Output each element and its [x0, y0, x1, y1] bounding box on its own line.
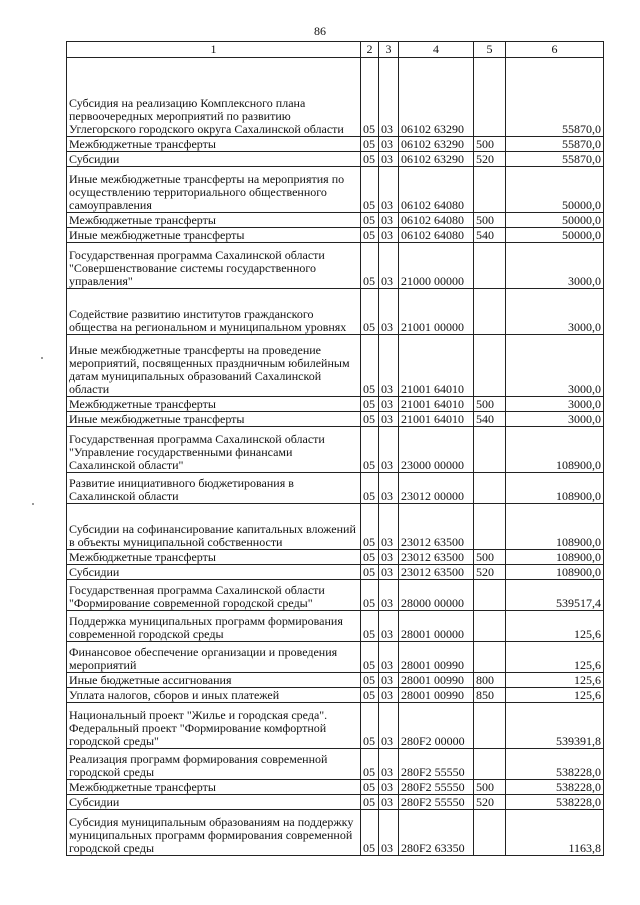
table-row [67, 703, 604, 749]
row-name: Государственная программа Сахалинской области "Формирование современной городской среды" [67, 580, 361, 611]
amount: 538228,0 [506, 749, 604, 780]
subsection-code: 03 [379, 473, 399, 504]
table-row [67, 565, 604, 580]
header-row [67, 42, 604, 58]
subsection-code: 03 [379, 504, 399, 550]
section-code: 05 [361, 58, 379, 137]
table-row [67, 673, 604, 688]
target-article-code: 06102 63290 [399, 152, 474, 167]
target-article-code: 21001 00000 [399, 289, 474, 335]
section-code: 05 [361, 673, 379, 688]
table-row [67, 152, 604, 167]
row-name: Субсидия муниципальным образованиям на поддержку муниципальных программ формирования современной городской среды [67, 810, 361, 856]
scan-speck [32, 503, 34, 505]
section-code: 05 [361, 780, 379, 795]
subsection-code: 03 [379, 412, 399, 427]
section-code: 05 [361, 688, 379, 703]
section-code: 05 [361, 213, 379, 228]
header-cell: 6 [506, 42, 604, 58]
section-code: 05 [361, 642, 379, 673]
table-row [67, 550, 604, 565]
expense-type-code: 500 [474, 397, 506, 412]
target-article-code: 280F2 00000 [399, 703, 474, 749]
subsection-code: 03 [379, 335, 399, 397]
amount: 50000,0 [506, 228, 604, 243]
subsection-code: 03 [379, 397, 399, 412]
expense-type-code: 540 [474, 228, 506, 243]
table-row [67, 688, 604, 703]
table-row [67, 810, 604, 856]
subsection-code: 03 [379, 688, 399, 703]
row-name: Субсидия на реализацию Комплексного плана первоочередных мероприятий по развитию Углегорского городского округа Сахалинской области [67, 58, 361, 137]
section-code: 05 [361, 137, 379, 152]
target-article-code: 28001 00990 [399, 673, 474, 688]
target-article-code: 28001 00990 [399, 642, 474, 673]
row-name: Субсидии [67, 152, 361, 167]
table-row [67, 289, 604, 335]
page-number: 86 [314, 24, 326, 38]
amount: 3000,0 [506, 243, 604, 289]
target-article-code: 21001 64010 [399, 397, 474, 412]
header-cell: 4 [399, 42, 474, 58]
amount: 50000,0 [506, 213, 604, 228]
section-code: 05 [361, 810, 379, 856]
target-article-code: 28001 00990 [399, 688, 474, 703]
expense-type-code: 850 [474, 688, 506, 703]
section-code: 05 [361, 611, 379, 642]
section-code: 05 [361, 243, 379, 289]
section-code: 05 [361, 427, 379, 473]
section-code: 05 [361, 473, 379, 504]
expense-type-code [474, 611, 506, 642]
target-article-code: 21001 64010 [399, 335, 474, 397]
expense-type-code: 500 [474, 213, 506, 228]
expense-type-code: 500 [474, 137, 506, 152]
subsection-code: 03 [379, 243, 399, 289]
expense-type-code [474, 243, 506, 289]
expense-type-code [474, 642, 506, 673]
subsection-code: 03 [379, 427, 399, 473]
header-cell: 5 [474, 42, 506, 58]
section-code: 05 [361, 289, 379, 335]
amount: 1163,8 [506, 810, 604, 856]
subsection-code: 03 [379, 749, 399, 780]
subsection-code: 03 [379, 580, 399, 611]
row-name: Межбюджетные трансферты [67, 137, 361, 152]
amount: 539517,4 [506, 580, 604, 611]
expense-type-code: 520 [474, 152, 506, 167]
target-article-code: 23012 63500 [399, 504, 474, 550]
header-cell: 2 [361, 42, 379, 58]
expense-type-code [474, 58, 506, 137]
amount: 108900,0 [506, 427, 604, 473]
amount: 50000,0 [506, 167, 604, 213]
target-article-code: 21000 00000 [399, 243, 474, 289]
amount: 55870,0 [506, 137, 604, 152]
subsection-code: 03 [379, 228, 399, 243]
row-name: Финансовое обеспечение организации и проведения мероприятий [67, 642, 361, 673]
target-article-code: 280F2 55550 [399, 795, 474, 810]
table-row [67, 137, 604, 152]
section-code: 05 [361, 397, 379, 412]
amount: 3000,0 [506, 412, 604, 427]
section-code: 05 [361, 795, 379, 810]
table-row [67, 642, 604, 673]
target-article-code: 06102 63290 [399, 58, 474, 137]
subsection-code: 03 [379, 673, 399, 688]
table-row [67, 749, 604, 780]
subsection-code: 03 [379, 703, 399, 749]
target-article-code: 23012 63500 [399, 550, 474, 565]
target-article-code: 23012 63500 [399, 565, 474, 580]
subsection-code: 03 [379, 565, 399, 580]
expense-type-code: 500 [474, 780, 506, 795]
target-article-code: 280F2 63350 [399, 810, 474, 856]
row-name: Субсидии на софинансирование капитальных вложений в объекты муниципальной собственности [67, 504, 361, 550]
section-code: 05 [361, 412, 379, 427]
subsection-code: 03 [379, 780, 399, 795]
row-name: Субсидии [67, 795, 361, 810]
expense-type-code: 520 [474, 565, 506, 580]
expense-type-code [474, 335, 506, 397]
target-article-code: 06102 63290 [399, 137, 474, 152]
budget-table [66, 41, 604, 856]
target-article-code: 06102 64080 [399, 213, 474, 228]
table-row [67, 58, 604, 137]
amount: 125,6 [506, 642, 604, 673]
amount: 108900,0 [506, 565, 604, 580]
section-code: 05 [361, 228, 379, 243]
row-name: Иные межбюджетные трансферты на мероприятия по осуществлению территориального общественного самоуправления [67, 167, 361, 213]
subsection-code: 03 [379, 289, 399, 335]
section-code: 05 [361, 335, 379, 397]
row-name: Поддержка муниципальных программ формирования современной городской среды [67, 611, 361, 642]
expense-type-code [474, 473, 506, 504]
expense-type-code [474, 703, 506, 749]
amount: 125,6 [506, 673, 604, 688]
row-name: Уплата налогов, сборов и иных платежей [67, 688, 361, 703]
table-row [67, 167, 604, 213]
row-name: Иные межбюджетные трансферты [67, 412, 361, 427]
amount: 538228,0 [506, 795, 604, 810]
row-name: Развитие инициативного бюджетирования в Сахалинской области [67, 473, 361, 504]
expense-type-code: 540 [474, 412, 506, 427]
target-article-code: 21001 64010 [399, 412, 474, 427]
amount: 3000,0 [506, 397, 604, 412]
amount: 3000,0 [506, 335, 604, 397]
amount: 125,6 [506, 688, 604, 703]
expense-type-code: 800 [474, 673, 506, 688]
expense-type-code [474, 167, 506, 213]
table-row [67, 427, 604, 473]
row-name: Иные межбюджетные трансферты на проведение мероприятий, посвященных праздничным юбилейным датам муниципальных образований Сахалинской области [67, 335, 361, 397]
row-name: Государственная программа Сахалинской области "Совершенствование системы государственного управления" [67, 243, 361, 289]
target-article-code: 28001 00000 [399, 611, 474, 642]
subsection-code: 03 [379, 137, 399, 152]
amount: 108900,0 [506, 550, 604, 565]
row-name: Содействие развитию институтов гражданского общества на региональном и муниципальном уровнях [67, 289, 361, 335]
expense-type-code: 500 [474, 550, 506, 565]
target-article-code: 23012 00000 [399, 473, 474, 504]
row-name: Межбюджетные трансферты [67, 397, 361, 412]
section-code: 05 [361, 152, 379, 167]
subsection-code: 03 [379, 58, 399, 137]
subsection-code: 03 [379, 642, 399, 673]
expense-type-code: 520 [474, 795, 506, 810]
target-article-code: 06102 64080 [399, 167, 474, 213]
table-row [67, 412, 604, 427]
row-name: Межбюджетные трансферты [67, 550, 361, 565]
target-article-code: 280F2 55550 [399, 749, 474, 780]
section-code: 05 [361, 167, 379, 213]
amount: 108900,0 [506, 504, 604, 550]
table-row [67, 795, 604, 810]
table-row [67, 397, 604, 412]
amount: 55870,0 [506, 152, 604, 167]
section-code: 05 [361, 703, 379, 749]
subsection-code: 03 [379, 167, 399, 213]
amount: 108900,0 [506, 473, 604, 504]
scan-speck [41, 357, 43, 359]
expense-type-code [474, 504, 506, 550]
row-name: Государственная программа Сахалинской области "Управление государственными финансами Сахалинской области" [67, 427, 361, 473]
target-article-code: 06102 64080 [399, 228, 474, 243]
subsection-code: 03 [379, 550, 399, 565]
subsection-code: 03 [379, 611, 399, 642]
table-row [67, 335, 604, 397]
amount: 55870,0 [506, 58, 604, 137]
amount: 3000,0 [506, 289, 604, 335]
expense-type-code [474, 810, 506, 856]
subsection-code: 03 [379, 795, 399, 810]
header-cell: 3 [379, 42, 399, 58]
target-article-code: 23000 00000 [399, 427, 474, 473]
table-row [67, 228, 604, 243]
subsection-code: 03 [379, 810, 399, 856]
expense-type-code [474, 749, 506, 780]
row-name: Субсидии [67, 565, 361, 580]
subsection-code: 03 [379, 213, 399, 228]
section-code: 05 [361, 504, 379, 550]
section-code: 05 [361, 550, 379, 565]
table-row [67, 611, 604, 642]
table-row [67, 504, 604, 550]
expense-type-code [474, 580, 506, 611]
expense-type-code [474, 289, 506, 335]
section-code: 05 [361, 580, 379, 611]
section-code: 05 [361, 749, 379, 780]
amount: 538228,0 [506, 780, 604, 795]
table-row [67, 473, 604, 504]
row-name: Национальный проект "Жилье и городская среда". Федеральный проект "Формирование комфортной городской среды" [67, 703, 361, 749]
section-code: 05 [361, 565, 379, 580]
amount: 125,6 [506, 611, 604, 642]
target-article-code: 280F2 55550 [399, 780, 474, 795]
subsection-code: 03 [379, 152, 399, 167]
table-row [67, 780, 604, 795]
row-name: Межбюджетные трансферты [67, 213, 361, 228]
row-name: Иные межбюджетные трансферты [67, 228, 361, 243]
header-cell: 1 [67, 42, 361, 58]
expense-type-code [474, 427, 506, 473]
table-row [67, 243, 604, 289]
table-row [67, 580, 604, 611]
row-name: Иные бюджетные ассигнования [67, 673, 361, 688]
amount: 539391,8 [506, 703, 604, 749]
table-row [67, 213, 604, 228]
row-name: Межбюджетные трансферты [67, 780, 361, 795]
row-name: Реализация программ формирования современной городской среды [67, 749, 361, 780]
target-article-code: 28000 00000 [399, 580, 474, 611]
